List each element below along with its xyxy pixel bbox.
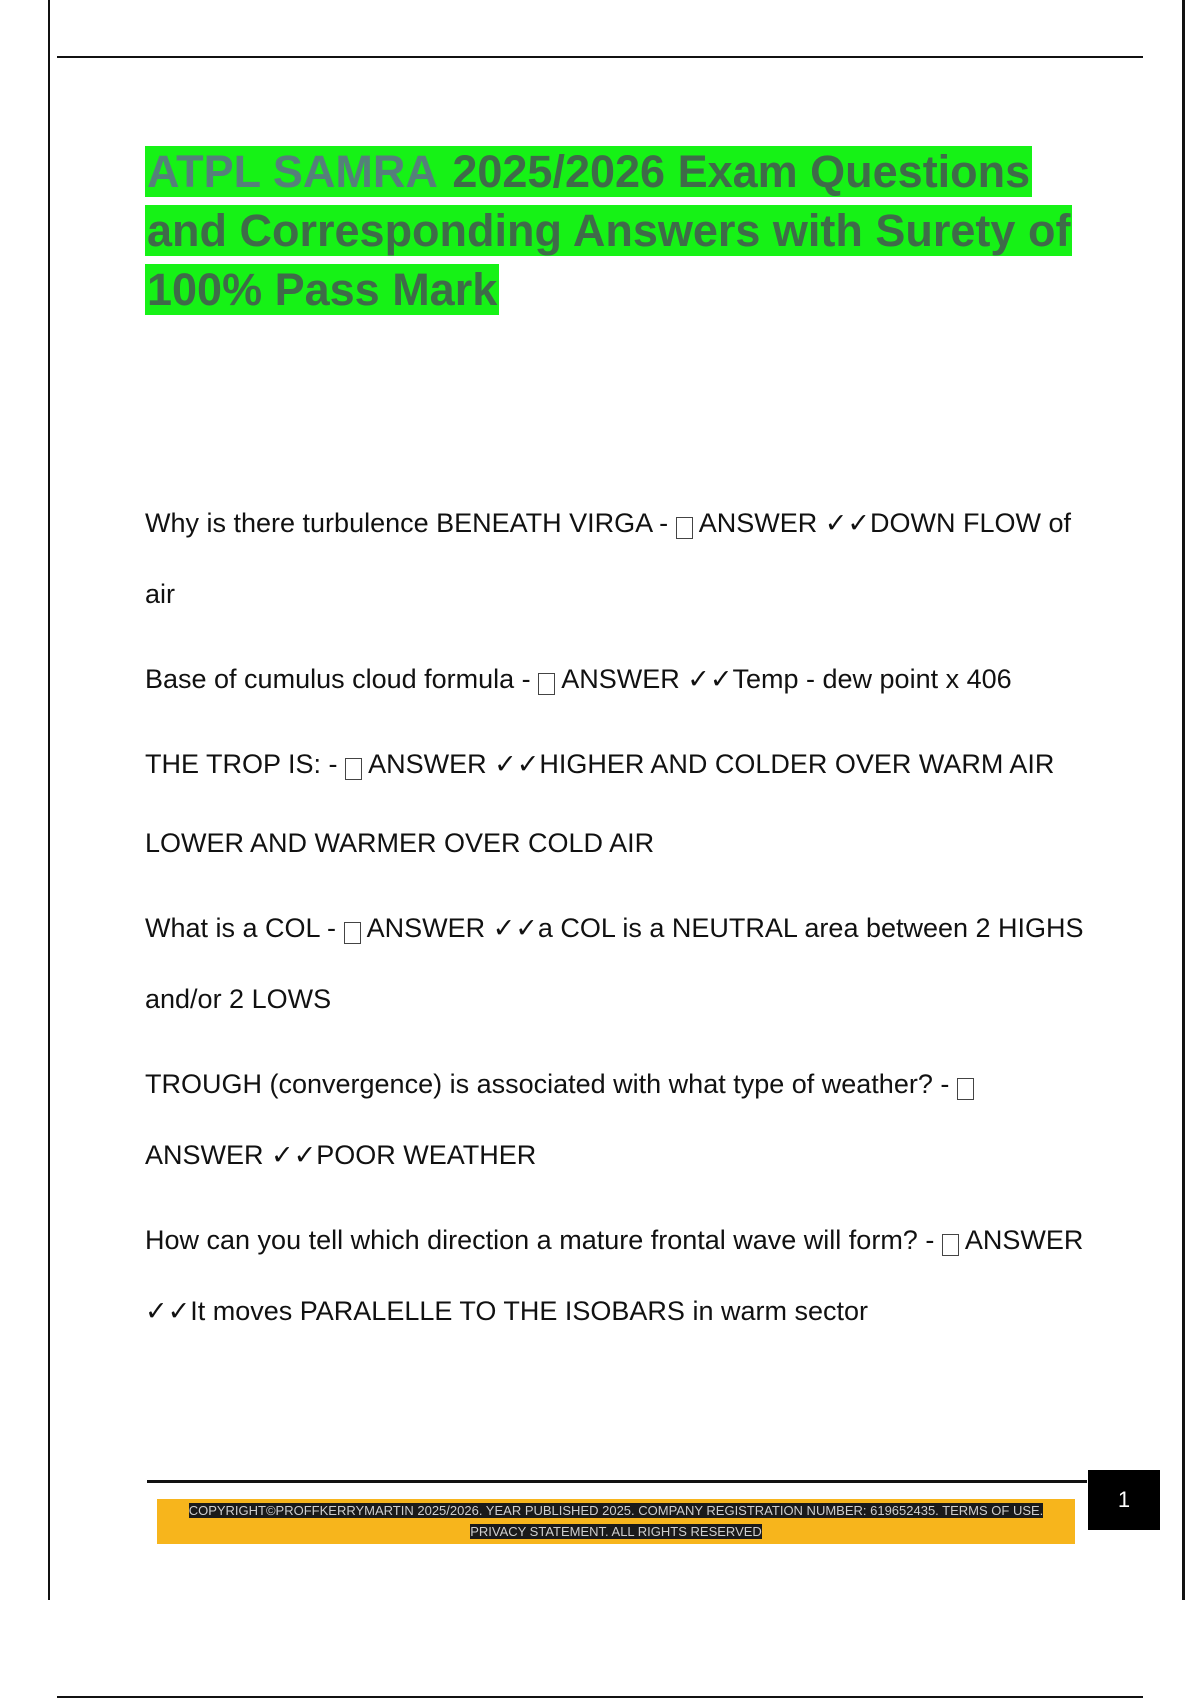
qa-item (145, 644, 1095, 715)
answer-continuation: LOWER AND WARMER OVER COLD AIR (145, 828, 655, 858)
qa-item (145, 1205, 1095, 1347)
answer-text: a COL is a NEUTRAL area between 2 HIGHS and/or 2 LOWS (145, 913, 1084, 1014)
title-faded-part: ATPL SAMRA (147, 146, 438, 197)
answer-text: It moves PARALELLE TO THE ISOBARS in warm sector (190, 1296, 868, 1326)
double-check-icon: ✓✓ (824, 508, 870, 539)
question-text: How can you tell which direction a mature frontal wave will form? - (145, 1225, 942, 1255)
answer-label: ANSWER (145, 1140, 264, 1170)
missing-glyph-icon (345, 758, 362, 780)
missing-glyph-icon (942, 1234, 959, 1256)
question-text: What is a COL - (145, 913, 344, 943)
question-text: Base of cumulus cloud formula - (145, 664, 539, 694)
double-check-icon: ✓✓ (494, 749, 540, 780)
missing-glyph-icon (957, 1078, 974, 1100)
question-text: Why is there turbulence BENEATH VIRGA - (145, 508, 676, 538)
missing-glyph-icon (676, 517, 693, 539)
double-check-icon: ✓✓ (271, 1140, 317, 1171)
question-text: TROUGH (convergence) is associated with what type of weather? - (145, 1069, 957, 1099)
copyright-text: COPYRIGHT©PROFFKERRYMARTIN 2025/2026. YEAR PUBLISHED 2025. COMPANY REGISTRATION NUMBER: 619652435. TERMS OF USE. PRIVACY STATEMENT. ALL RIGHTS RESERVED (188, 1503, 1044, 1539)
title-main-part: 2025/2026 Exam Questions and Corresponding Answers with Surety of 100% Pass Mark (147, 146, 1071, 315)
footer-rule (147, 1480, 1087, 1483)
answer-text: DOWN FLOW of air (145, 508, 1071, 609)
answer-text: HIGHER AND COLDER OVER WARM AIR (539, 749, 1055, 779)
copyright-notice (160, 1500, 1072, 1542)
qa-item (145, 1049, 1095, 1191)
missing-glyph-icon (344, 922, 361, 944)
header-rule (57, 56, 1143, 58)
page-number: 1 (1088, 1470, 1160, 1530)
answer-label: ANSWER (964, 1225, 1084, 1255)
page-border-right (1182, 0, 1185, 1600)
next-page-rule (57, 1696, 1143, 1698)
double-check-icon: ✓✓ (687, 664, 733, 695)
double-check-icon: ✓✓ (492, 913, 538, 944)
answer-label: ANSWER (561, 664, 680, 694)
answer-label: ANSWER (366, 913, 486, 943)
answer-text: Temp - dew point x 406 (732, 664, 1012, 694)
answer-label: ANSWER (368, 749, 487, 779)
double-check-icon: ✓✓ (145, 1296, 191, 1327)
qa-item (145, 488, 1095, 630)
question-text: THE TROP IS: - (145, 749, 346, 779)
qa-list (145, 488, 1095, 1361)
document-title (145, 142, 1085, 319)
answer-label: ANSWER (698, 508, 818, 538)
missing-glyph-icon (538, 673, 555, 695)
qa-item (145, 893, 1095, 1035)
answer-text: POOR WEATHER (316, 1140, 537, 1170)
qa-item (145, 729, 1095, 800)
page-border-left (48, 0, 50, 1600)
